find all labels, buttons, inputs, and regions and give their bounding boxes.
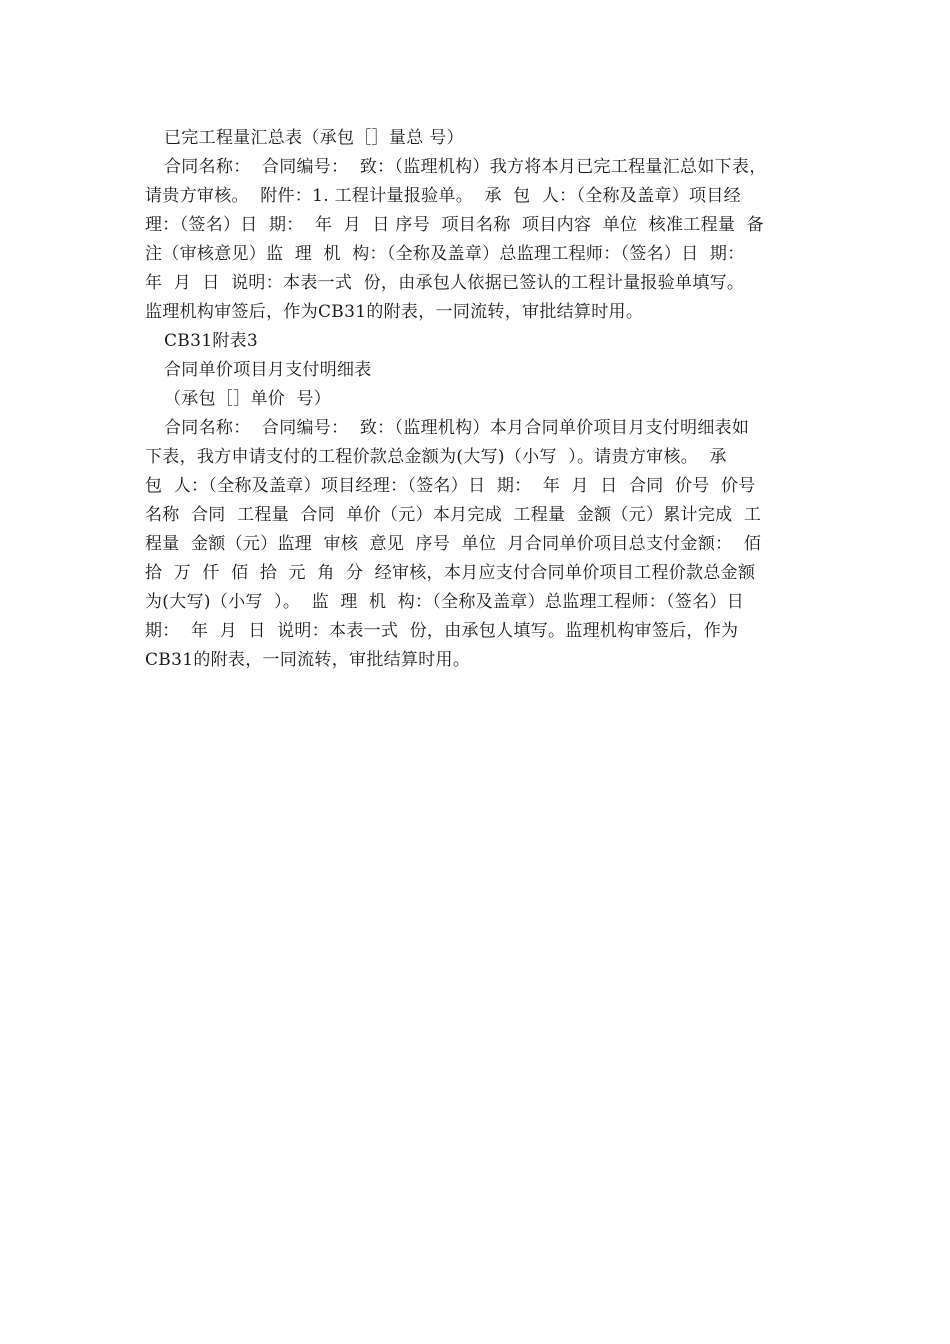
- section-title-unit-price-payment: 合同单价项目月支付明细表: [164, 360, 372, 380]
- paragraph-line: 理：（签名）日 期： 年 月 日 序号 项目名称 项目内容 单位 核准工程量 备: [145, 215, 764, 235]
- paragraph-line: 注（审核意见）监 理 机 构：（全称及盖章）总监理工程师：（签名）日 期：: [145, 244, 745, 264]
- paragraph-line: 合同名称： 合同编号： 致：（监理机构）我方将本月已完工程量汇总如下表，: [164, 157, 767, 177]
- paragraph-line: 请贵方审核。 附件：1. 工程计量报验单。 承 包 人：（全称及盖章）项目经: [145, 186, 741, 206]
- paragraph-line: 合同名称： 合同编号： 致：（监理机构）本月合同单价项目月支付明细表如: [164, 418, 750, 438]
- paragraph-line: 年 月 日 说明：本表一式 份，由承包人依据已签认的工程计量报验单填写。: [145, 273, 745, 293]
- form-number: （承包［］单价 号）: [164, 389, 332, 409]
- paragraph-line: 程量 金额（元）监理 审核 意见 序号 单位 月合同单价项目总支付金额： 佰: [145, 534, 762, 554]
- paragraph-line: 名称 合同 工程量 合同 单价（元）本月完成 工程量 金额（元）累计完成 工: [145, 505, 762, 525]
- paragraph-line: CB31的附表，一同流转，审批结算时用。: [145, 650, 471, 670]
- paragraph-line: 期： 年 月 日 说明：本表一式 份，由承包人填写。监理机构审签后，作为: [145, 621, 739, 641]
- attachment-label: CB31附表3: [164, 331, 259, 351]
- paragraph-line: 下表，我方申请支付的工程价款总金额为(大写)（小写 ）。请贵方审核。 承: [145, 447, 727, 467]
- paragraph-line: 包 人：（全称及盖章）项目经理：（签名）日 期： 年 月 日 合同 价号 价号: [145, 476, 756, 496]
- paragraph-line: 监理机构审签后，作为CB31的附表，一同流转，审批结算时用。: [145, 302, 644, 322]
- paragraph-line: 为(大写)（小写 ）。 监 理 机 构：（全称及盖章）总监理工程师：（签名）日: [145, 592, 745, 612]
- paragraph-line: 拾 万 仟 佰 拾 元 角 分 经审核，本月应支付合同单价项目工程价款总金额: [145, 563, 756, 583]
- section-title-completed-quantity: 已完工程量汇总表（承包［］量总 号）: [164, 128, 464, 148]
- document-page: [145, 124, 825, 675]
